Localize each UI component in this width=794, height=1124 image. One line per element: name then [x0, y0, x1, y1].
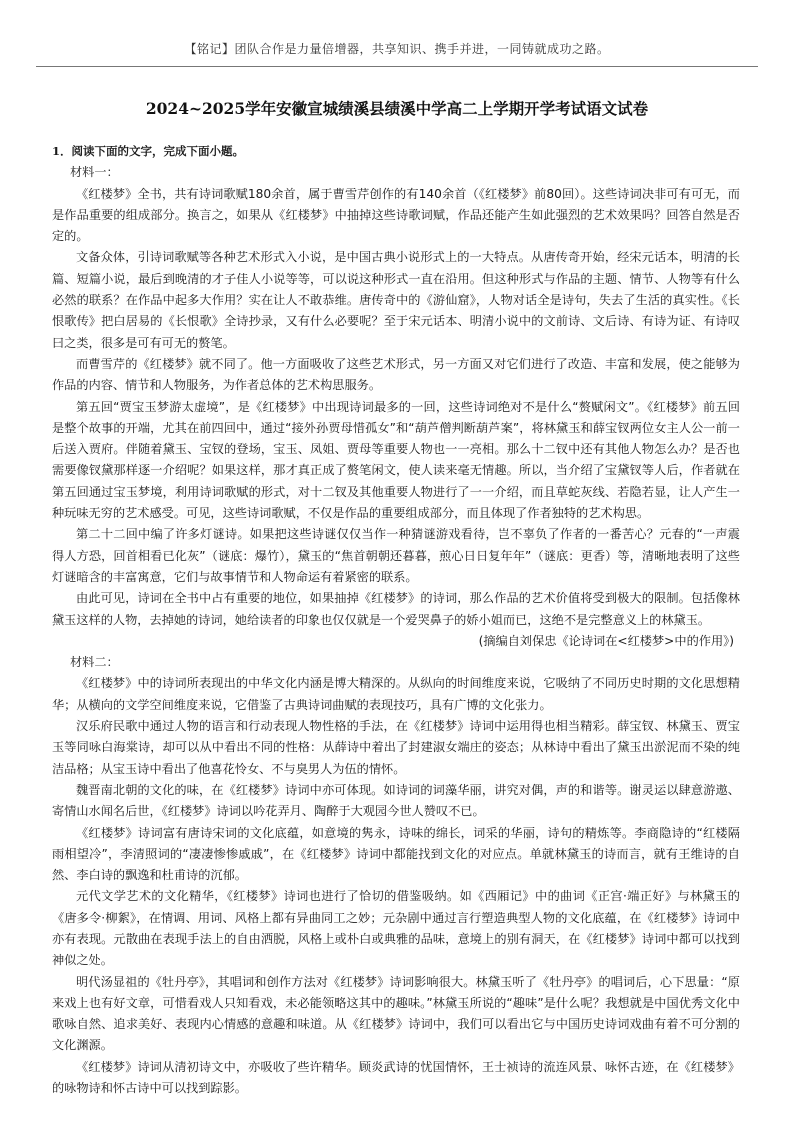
question-content	[52, 141, 740, 1099]
material1-paragraph: 第二十二回中编了许多灯谜诗。如果把这些诗谜仅仅当作一种猜谜游戏看待，岂不辜负了作者的一番苦心？元春的“一声震得人方恐，回首相看已化灰”（谜底：爆竹），黛玉的“焦首朝朝还暮暮，煎心日日复年年”（谜底：更香）等，清晰地表明了这些灯谜暗含的丰富寓意，它们与故事情节和人物命运有着紧密的联系。	[52, 527, 740, 584]
material1-label: 材料一：	[70, 165, 119, 180]
material1-paragraph: 而曹雪芹的《红楼梦》就不同了。他一方面吸收了这些艺术形式，另一方面又对它们进行了改造、丰富和发展，使之能够为作品的内容、情节和人物服务，为作者总体的艺术构思服务。	[52, 356, 740, 393]
material2-paragraph: 《红楼梦》中的诗词所表现出的中华文化内涵是博大精深的。从纵向的时间维度来说，它吸纳了不同历史时期的文化思想精华；从横向的文学空间维度来说，它借鉴了古典诗词曲赋的表现技巧，具有广博的文化张力。	[52, 676, 740, 712]
material1-paragraph: 《红楼梦》全书，共有诗词歌赋180余首，属于曹雪芹创作的有140余首（《红楼梦》前80回）。这些诗词决非可有可无，而是作品重要的组成部分。换言之，如果从《红楼梦》中抽掉这些诗歌词赋，作品还能产生如此强烈的艺术效果吗？回答自然是否定的。	[52, 186, 740, 244]
header-motto: 【铭记】团队合作是力量倍增器，共享知识、携手并进，一同铸就成功之路。	[184, 42, 610, 56]
material2-label: 材料二：	[70, 655, 119, 670]
material1-paragraph: 文备众体，引诗词歌赋等各种艺术形式入小说，是中国古典小说形式上的一大特点。从唐传奇开始，经宋元话本，明清的长篇、短篇小说，最后到晚清的才子佳人小说等等，可以说这种形式一直在沿用。但这种形式与作品的主题、情节、人物等有什么必然的联系？在作品中起多大作用？实在让人不敢恭维。唐传奇中的《游仙窟》，人物对话全是诗句，失去了生活的真实性。《长恨歌传》把白居易的《长恨歌》全诗抄录，又有什么必要呢？至于宋元话本、明清小说中的文前诗、文后诗、有诗为证、有诗叹曰之类，很多是可有可无的赘笔。	[52, 250, 740, 350]
material1-source: (摘编自刘保忠《论诗词在<红楼梦>中的作用》)	[478, 633, 734, 648]
material2-paragraph: 《红楼梦》诗词从清初诗文中，亦吸收了些许精华。顾炎武诗的忧国情怀，王士祯诗的流连风景、咏怀古迹，在《红楼梦》的咏物诗和怀古诗中可以找到踪影。	[52, 1059, 740, 1096]
material1-paragraph: 由此可见，诗词在全书中占有重要的地位，如果抽掉《红楼梦》的诗词，那么作品的艺术价值将受到极大的限制。包括像林黛玉这样的人物，去掉她的诗词，她给读者的印象也仅仅就是一个爱哭鼻子的娇小姐而已，这绝不是完整意义上的林黛玉。	[52, 591, 740, 627]
question-prompt: 1．阅读下面的文字，完成下面小题。	[52, 144, 244, 158]
material2-paragraph: 元代文学艺术的文化精华，《红楼梦》诗词也进行了恰切的借鉴吸纳。如《西厢记》中的曲词《正宫·端正好》与林黛玉的《唐多令·柳絮》，在情调、用词、风格上都有异曲同工之妙；元杂剧中通过言行塑造典型人物的文化底蕴，在《红楼梦》诗词中亦有表现。元散曲在表现手法上的自由洒脱，风格上或朴白或典雅的品味，意境上的别有洞天，在《红楼梦》诗词中都可以找到神似之处。	[52, 889, 740, 968]
page-title: 2024~2025学年安徽宣城绩溪县绩溪中学高二上学期开学考试语文试卷	[145, 99, 649, 118]
material2-paragraph: 汉乐府民歌中通过人物的语言和行动表现人物性格的手法，在《红楼梦》诗词中运用得也相当精彩。薛宝钗、林黛玉、贾宝玉等同咏白海棠诗，却可以从中看出不同的性格：从薛诗中着出了封建淑女端庄的姿态；从林诗中看出了黛玉出淤泥而不染的纯洁品格；从宝玉诗中看出了他喜花怜女、不与臭男人为伍的情怀。	[52, 719, 740, 776]
material1-paragraph: 第五回“贾宝玉梦游太虚境”，是《红楼梦》中出现诗词最多的一回，这些诗词绝对不是什么“赘赋闲文”。《红楼梦》前五回是整个故事的开端，尤其在前四回中，通过“接外孙贾母惜孤女”和“葫芦僧判断葫芦案”，将林黛玉和薛宝钗两位女主人公一前一后送入贾府。伴随着黛玉、宝钗的登场，宝玉、凤姐、贾母等重要人物也一一亮相。那么十二钗中还有其他人物怎么办？是否也需要像钗黛那样逐一介绍呢？如果这样，那才真正成了赘笔闲文，使人读来毫无情趣。所以，当介绍了宝黛钗等人后，作者就在第五回通过宝玉梦境，利用诗词歌赋的形式，对十二钗及其他重要人物进行了一一介绍，而且草蛇灰线、若隐若显，让人产生一种玩味无穷的艺术感受。可见，这些诗词歌赋，不仅是作品的重要组成部分，而且体现了作者独特的艺术构思。	[52, 399, 740, 521]
material2-paragraph: 《红楼梦》诗词富有唐诗宋词的文化底蕴，如意境的隽永，诗味的绵长，词采的华丽，诗句的精炼等。李商隐诗的“红楼隔雨相望冷”，李清照词的“凄凄惨惨戚戚”，在《红楼梦》诗词中都能找到文化的对应点。单就林黛玉的诗而言，就有王维诗的自然、李白诗的飘逸和杜甫诗的沉郁。	[52, 825, 740, 883]
header-divider	[36, 66, 758, 67]
material2-paragraph: 魏晋南北朝的文化的味，在《红楼梦》诗词中亦可体现。如诗词的词藻华丽，讲究对偶，声的和谐等。谢灵运以肆意游遨、寄情山水闻名后世，《红楼梦》诗词以吟花弄月、陶醉于大观园今世人赞叹不已。	[52, 782, 740, 819]
material2-paragraph: 明代汤显祖的《牡丹亭》，其唱词和创作方法对《红楼梦》诗词影响很大。林黛玉听了《牡丹亭》的唱词后，心下思量：“原来戏上也有好文章，可惜看戏人只知看戏，未必能领略这其中的趣味。”林黛玉所说的“趣味”是什么呢？我想就是中国优秀文化中歌咏自然、追求美好、表现内心情感的意趣和味道。从《红楼梦》诗词中，我们可以看出它与中国历史诗词戏曲有着不可分割的文化渊源。	[52, 974, 740, 1053]
